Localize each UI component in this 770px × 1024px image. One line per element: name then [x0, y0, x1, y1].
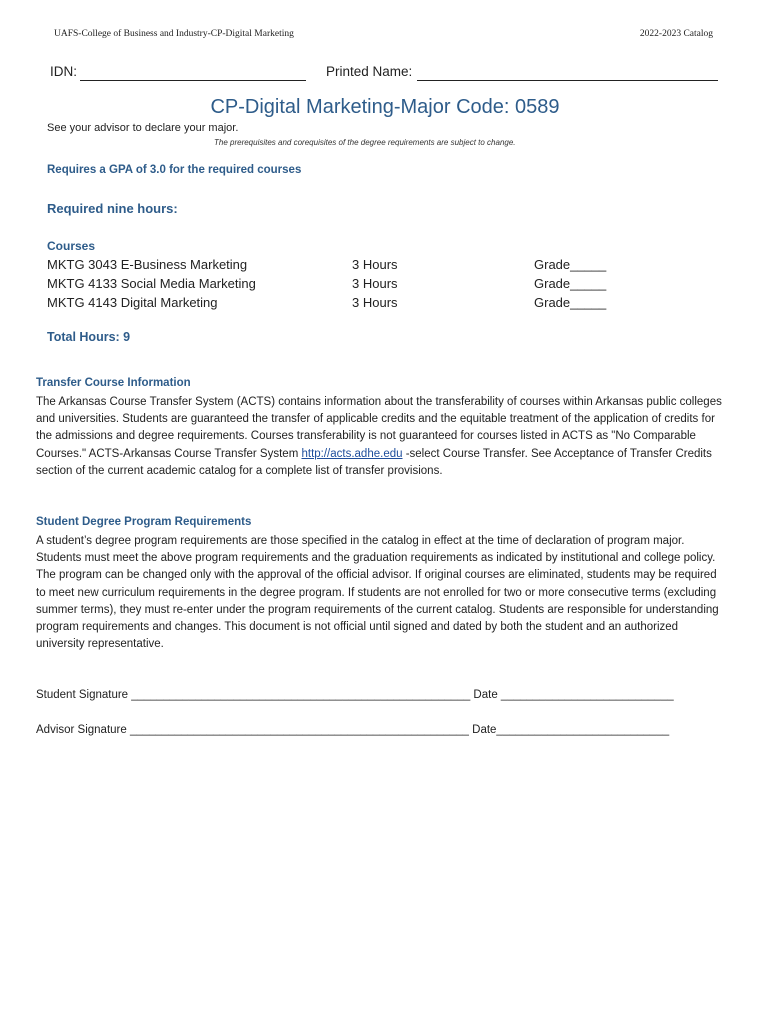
- idn-field[interactable]: [80, 80, 306, 81]
- course-name: MKTG 3043 E-Business Marketing: [47, 257, 248, 272]
- transfer-text-start: The Arkansas Course Transfer System (ACTS) contains information about the transferability of courses within Arkansas public colleges and universities. Students are guaranteed the transfer of applicable credits and the equitable treatment of the application of credits for the admissions and degree requirements. Courses transferability is not guaranteed for courses listed in ACTS as "No Comparable Courses." ACTS-Arkansas Course Transfer System: [36, 396, 722, 460]
- gpa-requirement: Requires a GPA of 3.0 for the required courses: [47, 164, 302, 176]
- course-row: [47, 276, 727, 294]
- advisor-note: See your advisor to declare your major.: [47, 122, 239, 134]
- transfer-section-title: Transfer Course Information: [36, 377, 191, 389]
- course-grade-field[interactable]: Grade_____: [534, 276, 607, 291]
- student-signature-line[interactable]: Student Signature _____________________________________________________ Date ___________________________: [36, 689, 674, 701]
- transfer-text-end: -select Course Transfer. See Acceptance of Transfer Credits section of the current academic catalog for a complete list of transfer provisions.: [36, 447, 712, 477]
- course-grade-field[interactable]: Grade_____: [534, 295, 607, 310]
- transfer-paragraph: [36, 394, 726, 480]
- course-row: [47, 295, 727, 313]
- idn-label: IDN:: [50, 64, 77, 79]
- header-catalog-year: 2022-2023 Catalog: [639, 29, 713, 39]
- printed-name-label: Printed Name:: [326, 64, 413, 79]
- courses-heading: Courses: [47, 239, 96, 253]
- course-row: [47, 257, 727, 275]
- advisor-signature-line[interactable]: Advisor Signature _____________________________________________________ Date___________________________: [36, 724, 670, 736]
- header-left: UAFS-College of Business and Industry-CP-Digital Marketing: [54, 29, 294, 39]
- course-name: MKTG 4143 Digital Marketing: [47, 295, 218, 310]
- subject-to-change-note: The prerequisites and corequisites of the degree requirements are subject to change.: [214, 138, 516, 147]
- required-hours-heading: Required nine hours:: [47, 201, 178, 216]
- course-hours: 3 Hours: [352, 295, 398, 310]
- course-hours: 3 Hours: [352, 276, 398, 291]
- course-name: MKTG 4133 Social Media Marketing: [47, 276, 256, 291]
- total-hours: Total Hours: 9: [47, 330, 131, 344]
- acts-link[interactable]: http://acts.adhe.edu: [301, 447, 403, 460]
- course-grade-field[interactable]: Grade_____: [534, 257, 607, 272]
- program-requirements-paragraph: A student’s degree program requirements are those specified in the catalog in effect at the time of declaration of program major. Students must meet the above program requirements and the graduation requirements as indicated by institutional and college policy. The program can be changed only with the approval of the official advisor. If original courses are eliminated, students may be required to meet new curriculum requirements in the degree program. If students are not enrolled for two or more consecutive terms (excluding summer terms), they must re-enter under the program requirements of the current catalog. Students are responsible for understanding program requirements and changes. This document is not official until signed and dated by both the student and an authorized university representative.: [36, 535, 719, 651]
- printed-name-field[interactable]: [417, 80, 718, 81]
- page-title: CP-Digital Marketing-Major Code: 0589: [210, 96, 560, 118]
- program-requirements-title: Student Degree Program Requirements: [36, 516, 252, 528]
- course-hours: 3 Hours: [352, 257, 398, 272]
